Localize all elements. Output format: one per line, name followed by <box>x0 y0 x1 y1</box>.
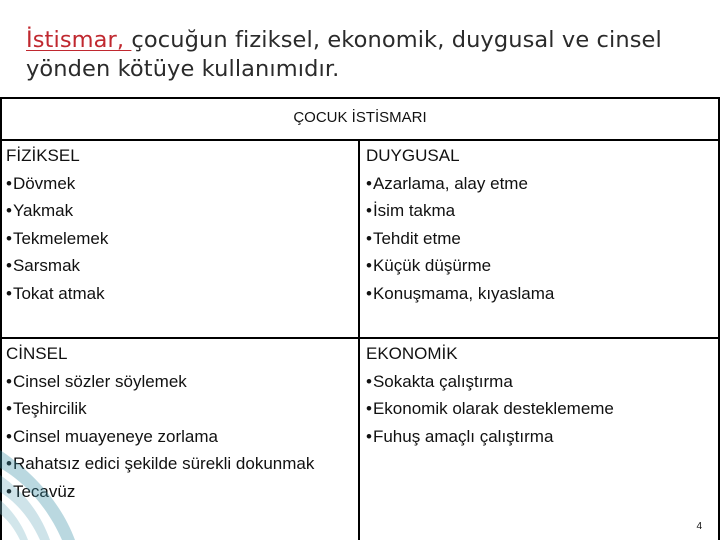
list-item: • Rahatsız edici şekilde sürekli dokunmak <box>6 450 356 478</box>
slide-title <box>26 26 706 84</box>
title-definition: çocuğun fiziksel, ekonomik, duygusal ve cinsel yönden kötüye kullanımıdır. <box>26 27 662 82</box>
list-item: • Dövmek <box>6 170 351 198</box>
list-item: • Ekonomik olarak desteklememe <box>366 395 711 423</box>
cell-emotional <box>366 142 711 308</box>
cell-heading: DUYGUSAL <box>366 146 460 165</box>
list-item: • Tokat atmak <box>6 280 351 308</box>
cell-heading: EKONOMİK <box>366 344 458 363</box>
cell-heading: CİNSEL <box>6 344 68 363</box>
list-item: • Cinsel sözler söylemek <box>6 368 356 396</box>
title-keyword: İstismar, <box>26 27 132 53</box>
list-item: • Tekmelemek <box>6 225 351 253</box>
list-item: • Yakmak <box>6 197 351 225</box>
list-item: • Tehdit etme <box>366 225 711 253</box>
page-number: 4 <box>696 521 702 532</box>
cell-physical <box>6 142 351 308</box>
list-item: • Fuhuş amaçlı çalıştırma <box>366 423 711 451</box>
list-item: • Teşhircilik <box>6 395 356 423</box>
table-column-divider <box>358 139 360 540</box>
list-item: • Sokakta çalıştırma <box>366 368 711 396</box>
list-item: • Azarlama, alay etme <box>366 170 711 198</box>
cell-heading: FİZİKSEL <box>6 146 80 165</box>
table-row-divider <box>0 337 720 339</box>
list-item: • Küçük düşürme <box>366 252 711 280</box>
list-item: • Cinsel muayeneye zorlama <box>6 423 356 451</box>
table-header-divider <box>0 139 720 141</box>
list-item: • Sarsmak <box>6 252 351 280</box>
table-left-border <box>0 97 2 540</box>
cell-sexual <box>6 340 356 506</box>
list-item: • Konuşmama, kıyaslama <box>366 280 711 308</box>
table-header: ÇOCUK İSTİSMARI <box>293 109 427 126</box>
list-item: • Tecavüz <box>6 478 356 506</box>
cell-economic <box>366 340 711 450</box>
list-item: • İsim takma <box>366 197 711 225</box>
abuse-types-table <box>0 97 720 540</box>
